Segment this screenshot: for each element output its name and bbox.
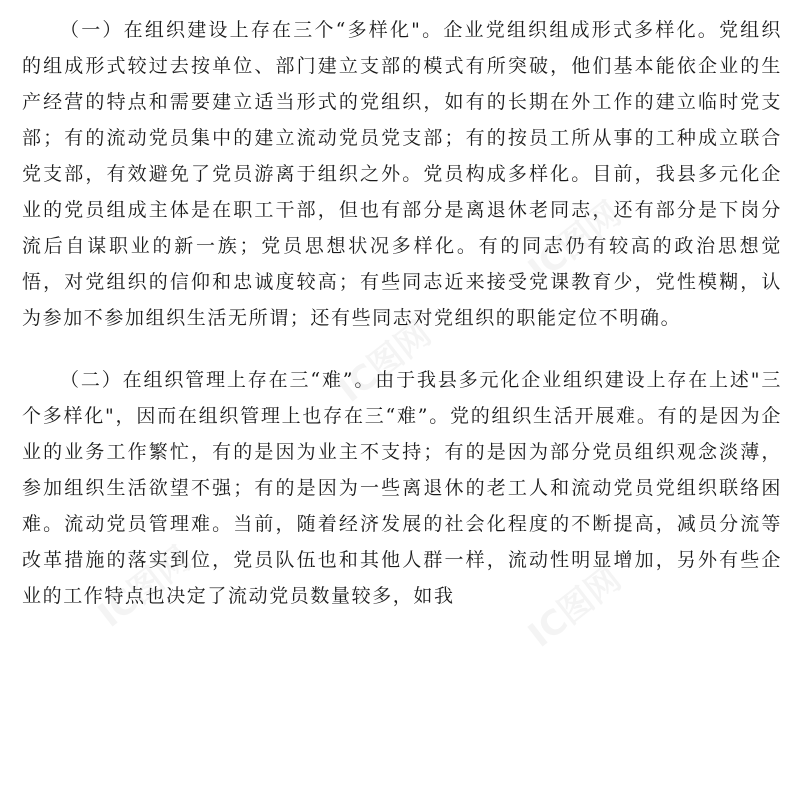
- paragraph-organization-management: （二）在组织管理上存在三“难”。由于我县多元化企业组织建设上存在上述"三个多样化"，因而在组织管理上也存在三“难”。党的组织生活开展难。有的是因为企业的业务工作繁忙，有的是因为业主不支持；有的是因为部分党员组织观念淡薄，参加组织生活欲望不强；有的是因为一些离退休的老工人和流动党员党组织联络困难。流动党员管理难。当前，随着经济发展的社会化程度的不断提高，减员分流等改革措施的落实到位，党员队伍也和其他人群一样，流动性明显增加，另外有些企业的工作特点也决定了流动党员数量较多，如我: [22, 369, 782, 607]
- watermark: IC图网: [91, 538, 199, 636]
- paragraph-organization-building: （一）在组织建设上存在三个“多样化"。企业党组织组成形式多样化。党组织的组成形式较过去按单位、部门建立支部的模式有所突破，他们基本能依企业的生产经营的特点和需要建立适当形式的党组织，如有的长期在外工作的建立临时党支部；有的流动党员集中的建立流动党员党支部；有的按员工所从事的工种成立联合党支部，有效避免了党员游离于组织之外。党员构成多样化。目前，我县多元化企业的党员组成主体是在职工干部，但也有部分是离退休老同志，还有部分是下岗分流后自谋职业的新一族；党员思想状况多样化。有的同志仍有较高的政治思想觉悟，对党组织的信仰和忠诚度较高；有些同志近来接受党课教育少，党性模糊，认为参加不参加组织生活无所谓；还有些同志对党组织的职能定位不明确。: [22, 19, 782, 329]
- watermark: IC图网: [521, 193, 629, 291]
- document-page: [22, 12, 782, 614]
- watermark: IC图网: [521, 558, 629, 656]
- watermark: IC图网: [331, 313, 439, 411]
